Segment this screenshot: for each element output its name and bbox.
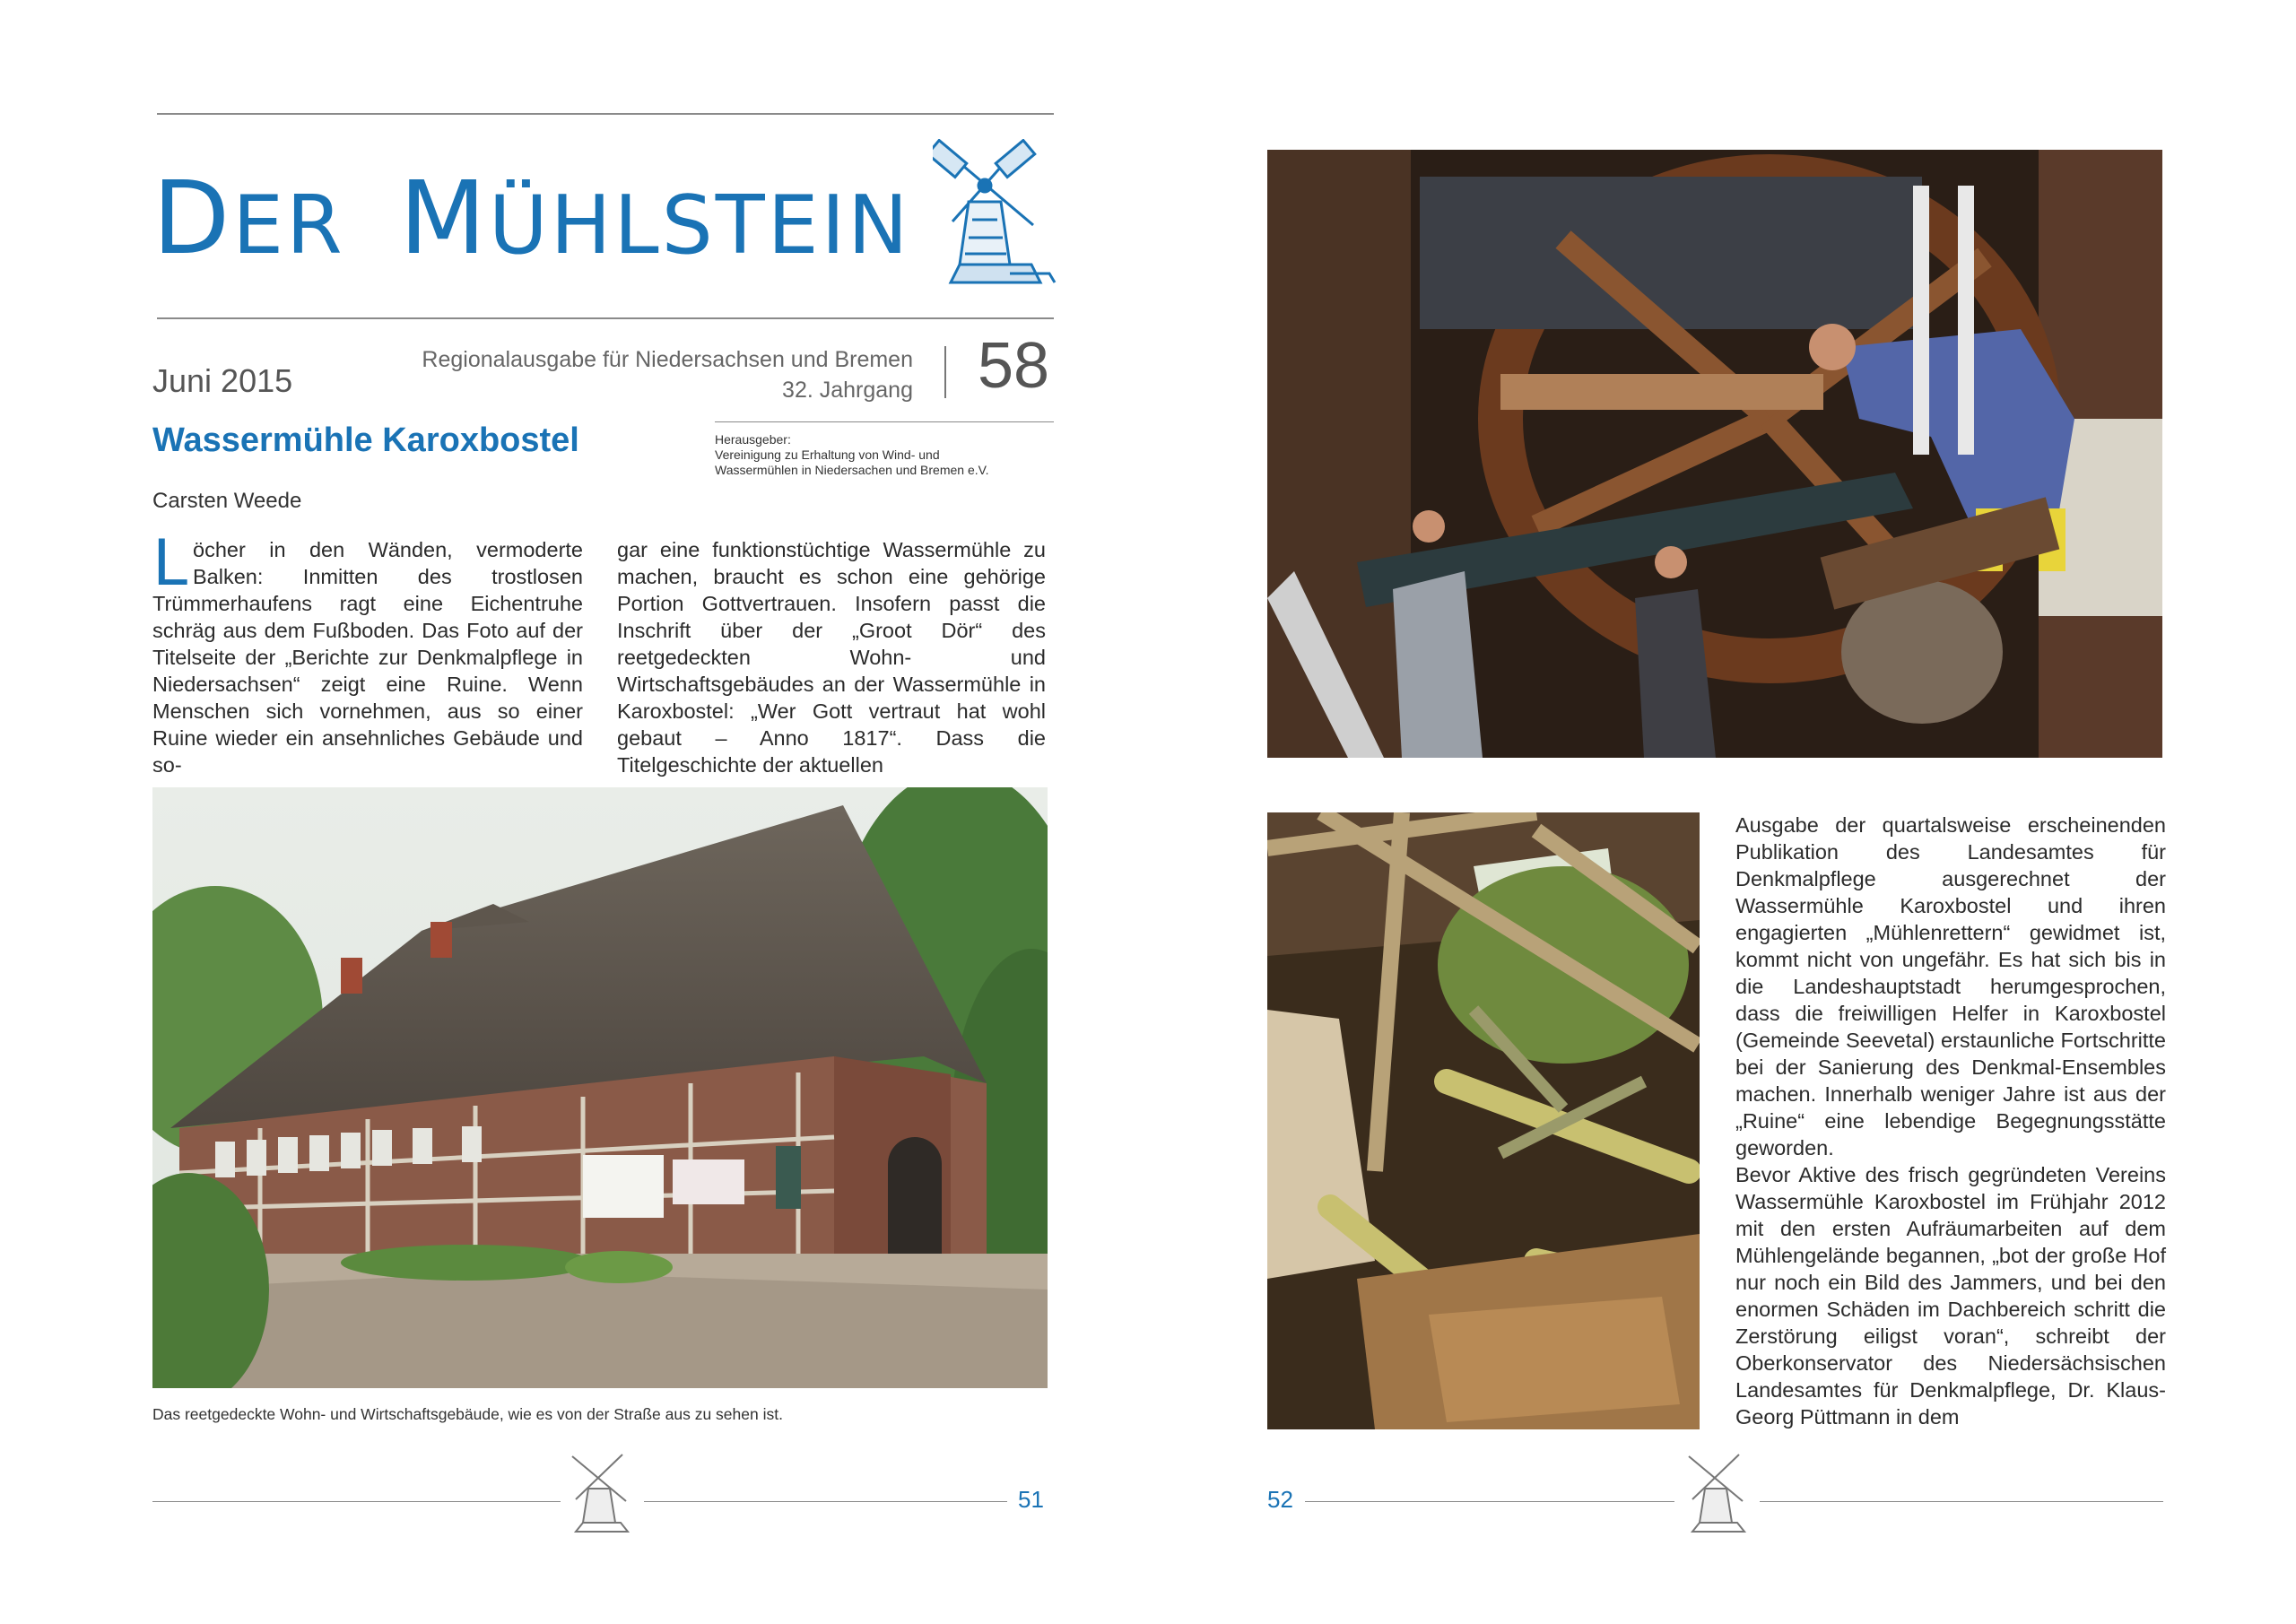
article-title: Wassermühle Karoxbostel bbox=[152, 421, 579, 459]
publisher-line: Wassermühlen in Niedersachen und Bremen e.V. bbox=[715, 463, 989, 477]
footer-rule bbox=[644, 1501, 1007, 1502]
publisher-info bbox=[715, 432, 989, 478]
masthead-d: D bbox=[152, 161, 233, 277]
windmill-footer-icon bbox=[1682, 1451, 1753, 1536]
issue-separator bbox=[944, 346, 946, 398]
windmill-logo-icon bbox=[933, 139, 1058, 291]
page-number: 52 bbox=[1267, 1486, 1293, 1513]
masthead-bottom-rule bbox=[157, 317, 1054, 319]
page-number: 51 bbox=[1018, 1486, 1044, 1513]
column-text: gar eine funktionstüchtige Wassermühle zu machen, braucht es schon eine gehörige Portion Gottvertrauen. Insofern passt die Inschrift über der „Groot Dör“ des reetgedeckten Wohn- und Wirtschaftsgebäudes an der Wassermühle in Karoxbostel: „Wer Gott vertraut hat wohl gebaut – Anno 1817“. Dass die Titelgeschichte der aktuellen bbox=[617, 538, 1046, 777]
region-line: Regionalausgabe für Niedersachsen und Bremen bbox=[422, 347, 913, 372]
volume-line: 32. Jahrgang bbox=[782, 378, 913, 403]
text-column-1 bbox=[152, 526, 583, 778]
issue-number: 58 bbox=[978, 330, 1050, 402]
footer-rule bbox=[1760, 1501, 2163, 1502]
masthead-m: M bbox=[399, 161, 489, 277]
footer-rule bbox=[1305, 1501, 1674, 1502]
ruins-photo bbox=[1267, 812, 1700, 1429]
text-column-3 bbox=[1735, 812, 2166, 1430]
regional-edition bbox=[359, 344, 913, 405]
windmill-footer-icon bbox=[565, 1451, 637, 1536]
column-text: Bevor Aktive des frisch gegründeten Vereins Wassermühle Karoxbostel im Frühjahr 2012 mit den ersten Aufräumarbeiten auf dem Mühlengelände begannen, „bot der große Hof nur noch ein Bild des Jammers, und bei den enormen Schäden im Dachbereich schritt die Zerstörung eiligst voran“, schreibt der Oberkonservator des Niedersächsischen Landesamtes für Denkmalpflege, Dr. Klaus-Georg Püttmann in dem bbox=[1735, 1163, 2166, 1429]
masthead-title bbox=[152, 161, 911, 277]
top-rule bbox=[157, 113, 1054, 115]
photo-caption: Das reetgedeckte Wohn- und Wirtschaftsgebäude, wie es von der Straße aus zu sehen ist. bbox=[152, 1405, 783, 1423]
header-rule bbox=[715, 421, 1054, 422]
issue-date: Juni 2015 bbox=[152, 362, 293, 399]
column-text: öcher in den Wänden, vermoderte Balken: Inmitten des trostlosen Trümmerhaufens ragt eine Eichentruhe schräg aus dem Fußboden. Das Foto auf der Titelseite der „Berichte zur Denkmalpflege in Niedersachsen“ zeigt eine Ruine. Wenn Menschen sich vornehmen, aus so einer Ruine wieder ein ansehnliches Gebäude und so- bbox=[152, 538, 583, 777]
publisher-label: Herausgeber: bbox=[715, 432, 791, 447]
drop-cap: L bbox=[152, 526, 187, 600]
column-text: Ausgabe der quartalsweise erscheinenden Publikation des Landesamtes für Denkmalpflege ausgerechnet der Wassermühle Karoxbostel und ihren engagierten „Mühlenrettern“ gewidmet ist, kommt nicht von ungefähr. Es hat sich bis in die Landeshauptstadt herumgesprochen, dass die freiwilligen Helfer in Karoxbostel (Gemeinde Seevetal) erstaunliche Fortschritte bei der Sanierung des Denkmal-Ensembles machen. Innerhalb weniger Jahre ist aus der „Ruine“ eine lebendige Begegnungsstätte geworden. bbox=[1735, 813, 2166, 1159]
author: Carsten Weede bbox=[152, 489, 302, 513]
masthead-er: ER bbox=[232, 178, 345, 273]
footer-rule bbox=[152, 1501, 561, 1502]
publisher-line: Vereinigung zu Erhaltung von Wind- und bbox=[715, 447, 940, 462]
masthead-uhlstein: ÜHLSTEIN bbox=[488, 178, 911, 273]
house-photo bbox=[152, 787, 1048, 1388]
waterwheel-photo bbox=[1267, 150, 2162, 758]
text-column-2 bbox=[617, 536, 1046, 778]
